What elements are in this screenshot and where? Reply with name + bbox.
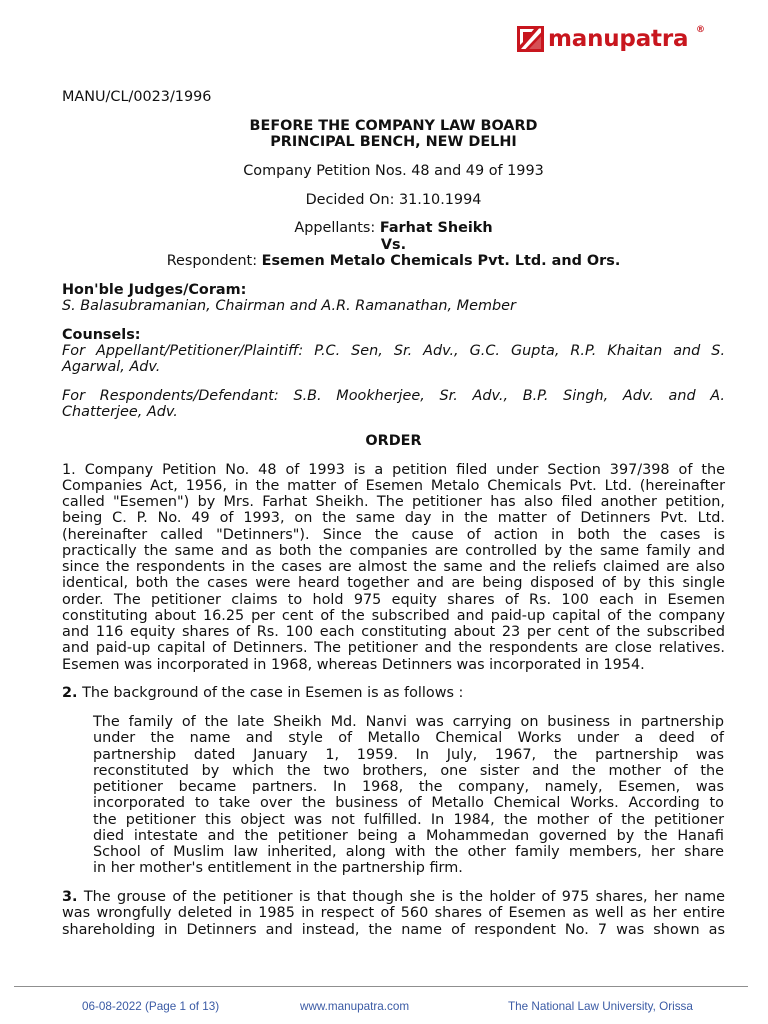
document-body	[62, 89, 725, 950]
footer-licensee: The National Law University, Orissa	[508, 1000, 693, 1013]
text-line: (hereinafter called "Detinners"). Since the cause of action in both the cases is	[62, 526, 725, 543]
quote-line: the petitioner this object was not fulfilled. In 1984, the mother of the petitioner	[93, 811, 724, 828]
court-heading	[62, 118, 725, 151]
block-quote	[93, 714, 724, 877]
bench-name: PRINCIPAL BENCH, NEW DELHI	[270, 134, 517, 150]
quote-line: petitioner became partners. In 1968, the company, namely, Esemen, was	[93, 779, 724, 795]
paragraph-number: 2.	[62, 685, 78, 702]
coram-judges: S. Balasubramanian, Chairman and A.R. Ramanathan, Member	[62, 297, 516, 314]
text-line: order. The petitioner claims to hold 975 equity shares of Rs. 100 each in Esemen	[62, 591, 725, 608]
appellant-counsel-names: P.C. Sen, Sr. Adv., G.C. Gupta, R.P. Khaitan and S.	[314, 342, 726, 359]
text-line	[62, 889, 725, 905]
footer-divider	[14, 986, 748, 987]
respondent-counsel-label: For Respondents/Defendant:	[62, 387, 279, 404]
appellant-counsel-label: For Appellant/Petitioner/Plaintiff:	[62, 342, 304, 359]
quote-line: incorporated to take over the business of Metallo Chemical Works. According to	[93, 795, 724, 812]
appellant-counsel-line	[62, 343, 725, 359]
manupatra-logo-icon	[517, 26, 544, 52]
text-line-content: Company Petition No. 48 of 1993 is a petition filed under Section 397/398 of the	[84, 461, 725, 478]
quote-line: partnership dated January 1, 1959. In July, 1967, the partnership was	[93, 746, 724, 763]
decided-on-label: Decided On:	[305, 191, 395, 208]
counsels-appellant	[62, 327, 725, 376]
text-line: Esemen was incorporated in 1968, whereas Detinners was incorporated in 1954.	[62, 656, 645, 673]
text-line	[62, 685, 725, 701]
decided-on	[62, 192, 725, 208]
paragraph-3	[62, 889, 725, 938]
paragraph-1	[62, 462, 725, 673]
text-line: practically the same and as both the companies are controlled by the same family and	[62, 542, 725, 559]
respondent-line	[62, 253, 725, 269]
text-line: since the respondents in the cases are almost the same and the reliefs claimed are also	[62, 559, 725, 575]
appellants-line	[62, 220, 725, 236]
text-line: and 116 equity shares of Rs. 100 each constituting about 23 per cent of the subscribed	[62, 624, 725, 640]
footer-date-page: 06-08-2022 (Page 1 of 13)	[82, 1000, 220, 1013]
versus: Vs.	[380, 236, 407, 253]
appellants-label: Appellants:	[294, 220, 376, 237]
coram	[62, 282, 725, 315]
text-line: Companies Act, 1956, in the matter of Esemen Metalo Chemicals Pvt. Ltd. (hereinafter	[62, 477, 725, 494]
respondent-name: Esemen Metalo Chemicals Pvt. Ltd. and Ors.	[261, 252, 621, 269]
decided-on-date: 31.10.1994	[399, 191, 482, 208]
quote-line: reconstituted by which the two brothers, one sister and the mother of the	[93, 762, 724, 779]
paragraph-number: 3.	[62, 889, 78, 905]
quote-line: School of Muslim law inherited, along with the other family members, her share	[93, 844, 724, 860]
text-line: constituting about 16.25 per cent of the subscribed and paid-up capital of the company	[62, 607, 725, 624]
logo-wordmark: manupatra	[548, 26, 689, 52]
text-line: called "Esemen") by Mrs. Farhat Sheikh. The petitioner has also filed another petition,	[62, 494, 725, 510]
coram-heading: Hon'ble Judges/Coram:	[62, 281, 247, 298]
quote-line: The family of the late Sheikh Md. Nanvi was carrying on business in partnership	[93, 714, 724, 730]
respondent-counsel-line	[62, 388, 725, 404]
counsels-respondent	[62, 388, 725, 421]
paragraph-2	[62, 685, 725, 701]
appellant-counsel-line: Agarwal, Adv.	[62, 359, 161, 375]
manupatra-logo	[517, 25, 712, 55]
respondent-counsel-line: Chatterjee, Adv.	[62, 404, 178, 420]
footer-website-link[interactable]: www.manupatra.com	[300, 1000, 410, 1013]
text-line: shareholding in Detinners and instead, the name of respondent No. 7 was shown as	[62, 921, 725, 938]
registered-mark: ®	[696, 25, 705, 35]
quote-line: died intestate and the petitioner being a Mohammedan governed by the Hanafi	[93, 827, 724, 844]
appellant-name: Farhat Sheikh	[379, 220, 493, 237]
order-heading: ORDER	[365, 432, 422, 449]
quote-line: in her mother's entitlement in the partnership firm.	[93, 860, 463, 877]
counsels-heading: Counsels:	[62, 326, 141, 343]
parties	[62, 220, 725, 269]
text-line: and paid-up capital of Detinners. The petitioner and the respondents are close relatives.	[62, 640, 725, 657]
case-number: Company Petition Nos. 48 and 49 of 1993	[243, 162, 544, 179]
text-line-content: The background of the case in Esemen is as follows :	[82, 685, 464, 702]
text-line-content: The grouse of the petitioner is that though she is the holder of 975 shares, her name	[83, 889, 726, 905]
text-line	[62, 462, 725, 478]
court-name: BEFORE THE COMPANY LAW BOARD	[249, 117, 538, 134]
text-line: was wrongfully deleted in 1985 in respect of 560 shares of Esemen as well as her entire	[62, 905, 725, 922]
text-line: being C. P. No. 49 of 1993, on the same day in the matter of Detinners Pvt. Ltd.	[62, 510, 725, 527]
paragraph-number: 1.	[62, 461, 76, 478]
respondent-label: Respondent:	[166, 252, 258, 269]
text-line: identical, both the cases were heard together and are being disposed of by this single	[62, 575, 725, 592]
quote-line: under the name and style of Metallo Chemical Works under a deed of	[93, 730, 724, 747]
respondent-counsel-names: S.B. Mookherjee, Sr. Adv., B.P. Singh, Adv. and A.	[293, 387, 725, 404]
citation: MANU/CL/0023/1996	[62, 89, 212, 105]
